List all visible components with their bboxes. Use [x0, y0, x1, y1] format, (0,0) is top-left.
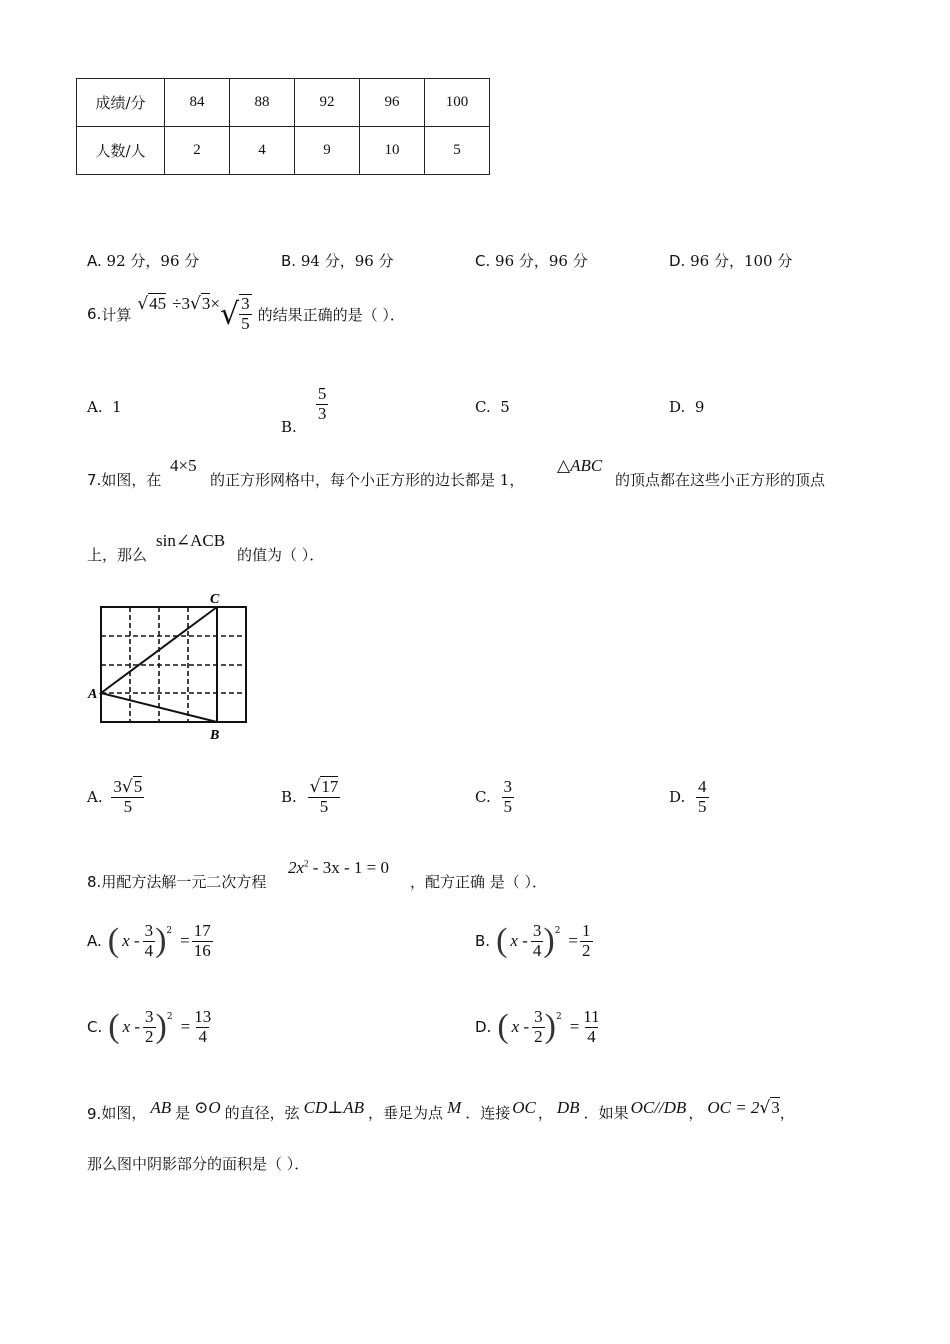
math-perpendicular: CD⊥AB [303, 1098, 365, 1117]
denominator: 16 [193, 940, 211, 960]
math-parallel: OC//DB [630, 1098, 687, 1117]
question-text: ，配方正确 是（ ）． [410, 873, 548, 891]
question-text: ， [537, 1104, 553, 1122]
question-text: 如图， [101, 1104, 147, 1122]
question-number: 7. [87, 471, 102, 489]
table-cell: 10 [360, 127, 425, 175]
denominator: 2 [145, 1026, 154, 1046]
fraction [502, 778, 515, 816]
q7-option-d [669, 778, 709, 816]
math-segment: OC [512, 1098, 536, 1117]
q8-option-b: B. ( x - $\frac{3}{4}$ ) 2 = $\frac{1}{2}$ [475, 921, 591, 960]
table-cell: 100 [425, 79, 490, 127]
option-text: 5 [500, 398, 510, 416]
option-label: C. [475, 398, 491, 416]
variable: x - [511, 1017, 530, 1037]
option-text: 96 分，100 分 [690, 252, 793, 270]
question-text: ，垂足为点 [368, 1104, 444, 1122]
option-label: D. [669, 398, 686, 416]
question-number: 9. [87, 1105, 102, 1123]
math-grid-size: 4×5 [170, 456, 197, 475]
numerator: 1 [582, 921, 591, 940]
math-equation [288, 858, 389, 878]
option-text: 96 分，96 分 [495, 252, 588, 270]
math-triangle: △ABC [557, 456, 603, 475]
option-label: A. [87, 398, 103, 416]
question-text: 的正方形网格中，每个小正方形的边长都是 1， [210, 471, 525, 489]
table-header-cell: 人数/人 [77, 127, 165, 175]
q8-option-c: C. ( x - $\frac{3}{2}$ ) 2 = $\frac{13}{4}$ [87, 1007, 212, 1046]
numerator: 13 [194, 1007, 212, 1026]
radicand: 3 [201, 294, 211, 313]
sqrt-fraction: √ $\frac{3}{5}$ [219, 294, 250, 333]
fraction: $\frac{3√5}{5}$ [113, 777, 143, 816]
q6-option-c [475, 398, 510, 416]
option-text: 92 分，96 分 [106, 252, 200, 270]
score-table [76, 78, 490, 175]
expression-part: √3 [190, 294, 211, 314]
expression-part: ÷3 [172, 294, 191, 313]
denominator: 2 [582, 940, 591, 960]
option-label: D. [475, 1018, 492, 1037]
option-label: A. [87, 932, 102, 951]
question-text: ．连接 [465, 1104, 511, 1122]
math-sqrt: √3 [759, 1098, 780, 1118]
question-text: 如图，在 [101, 471, 162, 489]
exponent: 2 [555, 1012, 562, 1022]
question-number: 8. [87, 873, 102, 891]
denominator: 2 [534, 1026, 543, 1046]
table-cell: 84 [165, 79, 230, 127]
times-sign: × [210, 294, 220, 313]
question-text: 那么图中阴影部分的面积是（ ）． [87, 1155, 310, 1173]
question-text: 的直径，弦 [224, 1104, 300, 1122]
table-row [77, 127, 490, 175]
option-label: C. [475, 788, 491, 807]
fraction: $\frac{√17}{5}$ [309, 777, 339, 816]
option-label: B. [475, 932, 491, 951]
denominator: 5 [111, 797, 144, 817]
math-equation: OC = 2 [707, 1098, 760, 1117]
question-text: 计算 [101, 305, 132, 324]
radicand: 3 [771, 1098, 780, 1117]
numerator: 11 [583, 1007, 600, 1026]
grid-dashed-lines [101, 607, 246, 722]
numerator: 3 [503, 777, 512, 796]
question-text: 的值为（ ）． [237, 546, 325, 564]
denominator: 4 [532, 940, 542, 960]
denominator: 3 [317, 403, 327, 423]
radicand: 45 [149, 294, 167, 313]
equation-term: - 3x - 1 = 0 [308, 858, 389, 877]
option-label: B. [281, 418, 297, 436]
math-sin: sin∠ACB [156, 531, 226, 550]
q5-option-a [87, 250, 199, 271]
math-segment: DB [556, 1098, 580, 1117]
denominator: 5 [503, 796, 512, 816]
option-text: 94 分，96 分 [300, 252, 394, 270]
exponent: 2 [166, 1012, 173, 1022]
numerator: 3 [144, 921, 154, 940]
denominator: 5 [308, 797, 341, 817]
q8-option-a: A. ( x - $\frac{3}{4}$ ) 2 = $\frac{17}{16}$ [87, 921, 211, 960]
numerator: 4 [698, 777, 707, 796]
question-text: 上，那么 [87, 546, 148, 564]
exponent: 2 [166, 926, 173, 936]
q7-option-a [87, 778, 144, 816]
vertex-c-label: C [210, 592, 220, 607]
coefficient: 3 [113, 777, 122, 796]
math-circle: ⊙O [194, 1098, 221, 1117]
option-label: D. [669, 788, 686, 807]
fraction [316, 385, 329, 423]
question-text: 用配方法解一元二次方程 [101, 873, 267, 891]
table-cell: 88 [230, 79, 295, 127]
variable: x - [122, 931, 140, 951]
grid-triangle-figure [86, 588, 256, 743]
option-label: D. [669, 252, 686, 270]
question-text: 是 [175, 1104, 191, 1122]
fraction [696, 778, 709, 816]
question-8 [87, 871, 266, 892]
q6-option-b [281, 372, 328, 436]
vertex-a-label: A [88, 687, 98, 702]
exponent: 2 [554, 926, 561, 936]
variable: x - [122, 1017, 141, 1037]
numerator: 3 [532, 921, 542, 940]
expression-part: √45 [137, 294, 167, 314]
option-text: 9 [694, 398, 705, 416]
denominator: 4 [198, 1026, 207, 1046]
denominator: 4 [587, 1026, 596, 1046]
option-label: B. [281, 788, 297, 807]
question-9 [87, 1098, 795, 1123]
table-cell: 2 [165, 127, 230, 175]
numerator: 3 [241, 294, 250, 314]
q5-option-d [669, 250, 792, 271]
table-cell: 92 [295, 79, 360, 127]
q7-option-c [475, 778, 514, 816]
table-cell: 5 [425, 127, 490, 175]
question-number: 6. [87, 305, 102, 323]
option-text: 1 [112, 398, 122, 416]
option-label: A. [87, 788, 103, 807]
denominator: 4 [144, 940, 154, 960]
question-text: 的顶点都在这些小正方形的顶点 [615, 471, 826, 489]
radicand: 17 [321, 777, 339, 796]
table-header-cell: 成绩/分 [77, 79, 165, 127]
question-text: ， [779, 1104, 795, 1122]
vertex-b-label: B [210, 728, 220, 743]
question-text: ， [688, 1104, 704, 1122]
question-text: 的结果正确的是（ ）． [257, 305, 405, 324]
table-row [77, 79, 490, 127]
table-cell: 9 [295, 127, 360, 175]
question-6 [87, 289, 405, 339]
numerator: 3 [534, 1007, 543, 1026]
numerator: 17 [193, 921, 211, 940]
radicand: 5 [133, 777, 143, 796]
equation-term: 2x [288, 858, 305, 877]
q6-option-d [669, 398, 704, 416]
math-segment: AB [150, 1098, 172, 1117]
q5-option-b [281, 250, 394, 271]
math-point: M [447, 1098, 462, 1117]
numerator: 5 [317, 383, 327, 403]
table-cell: 96 [360, 79, 425, 127]
numerator: 3 [145, 1007, 154, 1026]
q7-option-b [281, 778, 340, 816]
question-text: ．如果 [583, 1104, 629, 1122]
option-label: C. [87, 1018, 103, 1037]
exponent: 2 [304, 858, 309, 869]
denominator: 5 [241, 314, 250, 333]
table-cell: 4 [230, 127, 295, 175]
q8-option-d: D. ( x - $\frac{3}{2}$ ) 2 = $\frac{11}{4}$ [475, 1007, 600, 1046]
option-label: B. [281, 252, 297, 270]
option-label: C. [475, 252, 491, 270]
denominator: 5 [698, 796, 707, 816]
option-label: A. [87, 252, 102, 270]
q6-option-a [87, 398, 122, 416]
variable: x - [510, 931, 528, 951]
question-7 [87, 469, 161, 490]
q5-option-c [475, 250, 588, 271]
